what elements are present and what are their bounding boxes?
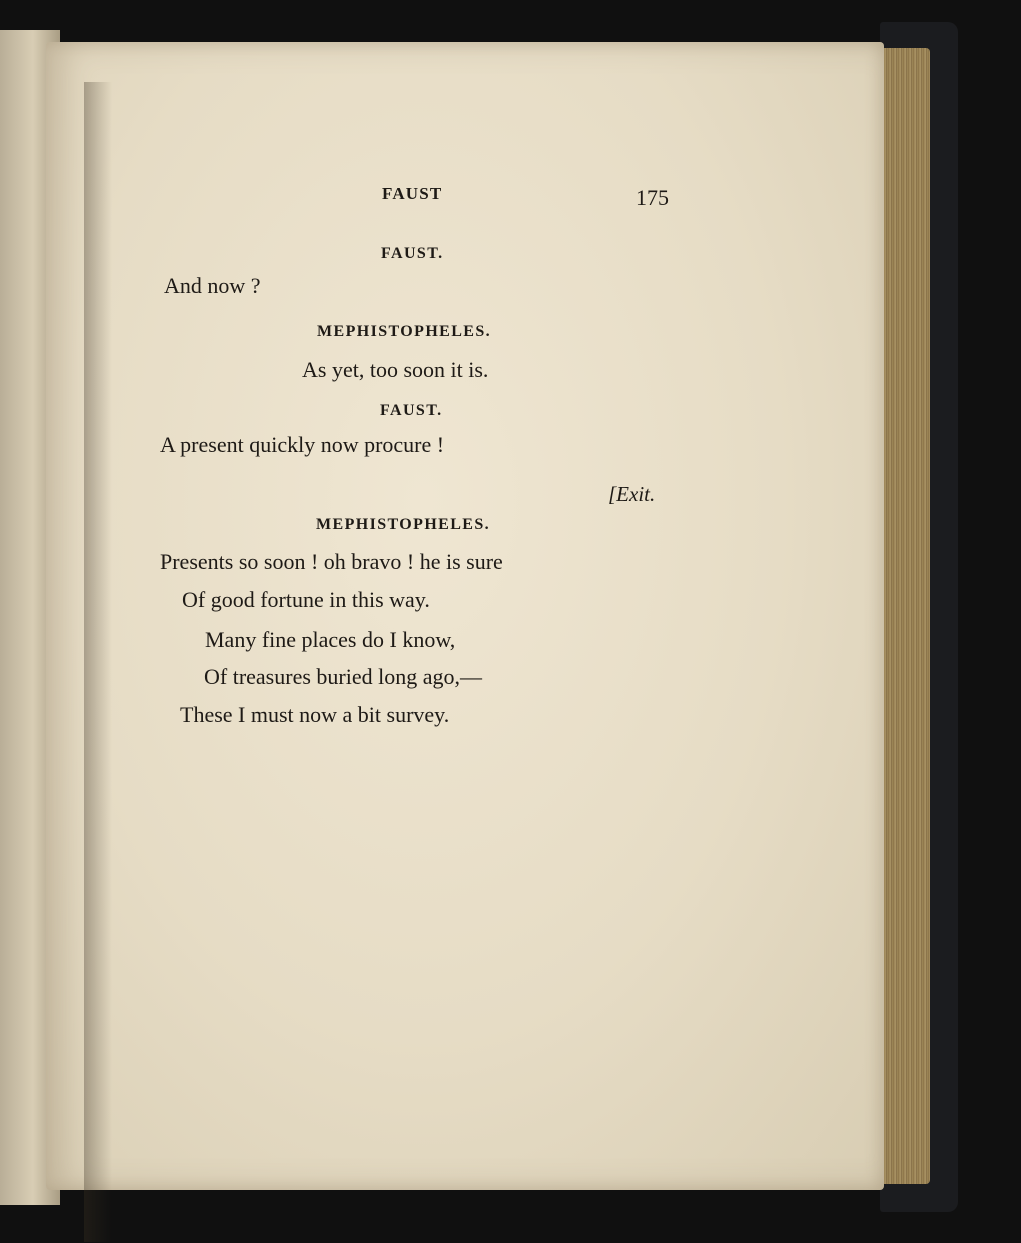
verse-line: Of good fortune in this way. [182,587,430,612]
verse-line: And now ? [164,273,261,298]
verse-line: Presents so soon ! oh bravo ! he is sure [160,549,503,574]
verse-line: Many fine places do I know, [205,627,456,652]
book-page [46,42,884,1190]
verse-line: Of treasures buried long ago,— [204,664,482,689]
verse-line: These I must now a bit survey. [180,702,450,727]
stage-direction-exit: [Exit. [608,482,656,506]
verse-line: As yet, too soon it is. [302,357,489,382]
speaker-mephistopheles: MEPHISTOPHELES. [317,323,492,340]
speaker-faust: FAUST. [380,402,443,419]
verse-line: A present quickly now procure ! [160,432,445,457]
page-number: 175 [636,185,669,210]
speaker-mephistopheles: MEPHISTOPHELES. [316,516,491,533]
gutter-shadow [84,82,112,1242]
speaker-faust: FAUST. [381,245,444,262]
running-title: FAUST [382,184,443,203]
